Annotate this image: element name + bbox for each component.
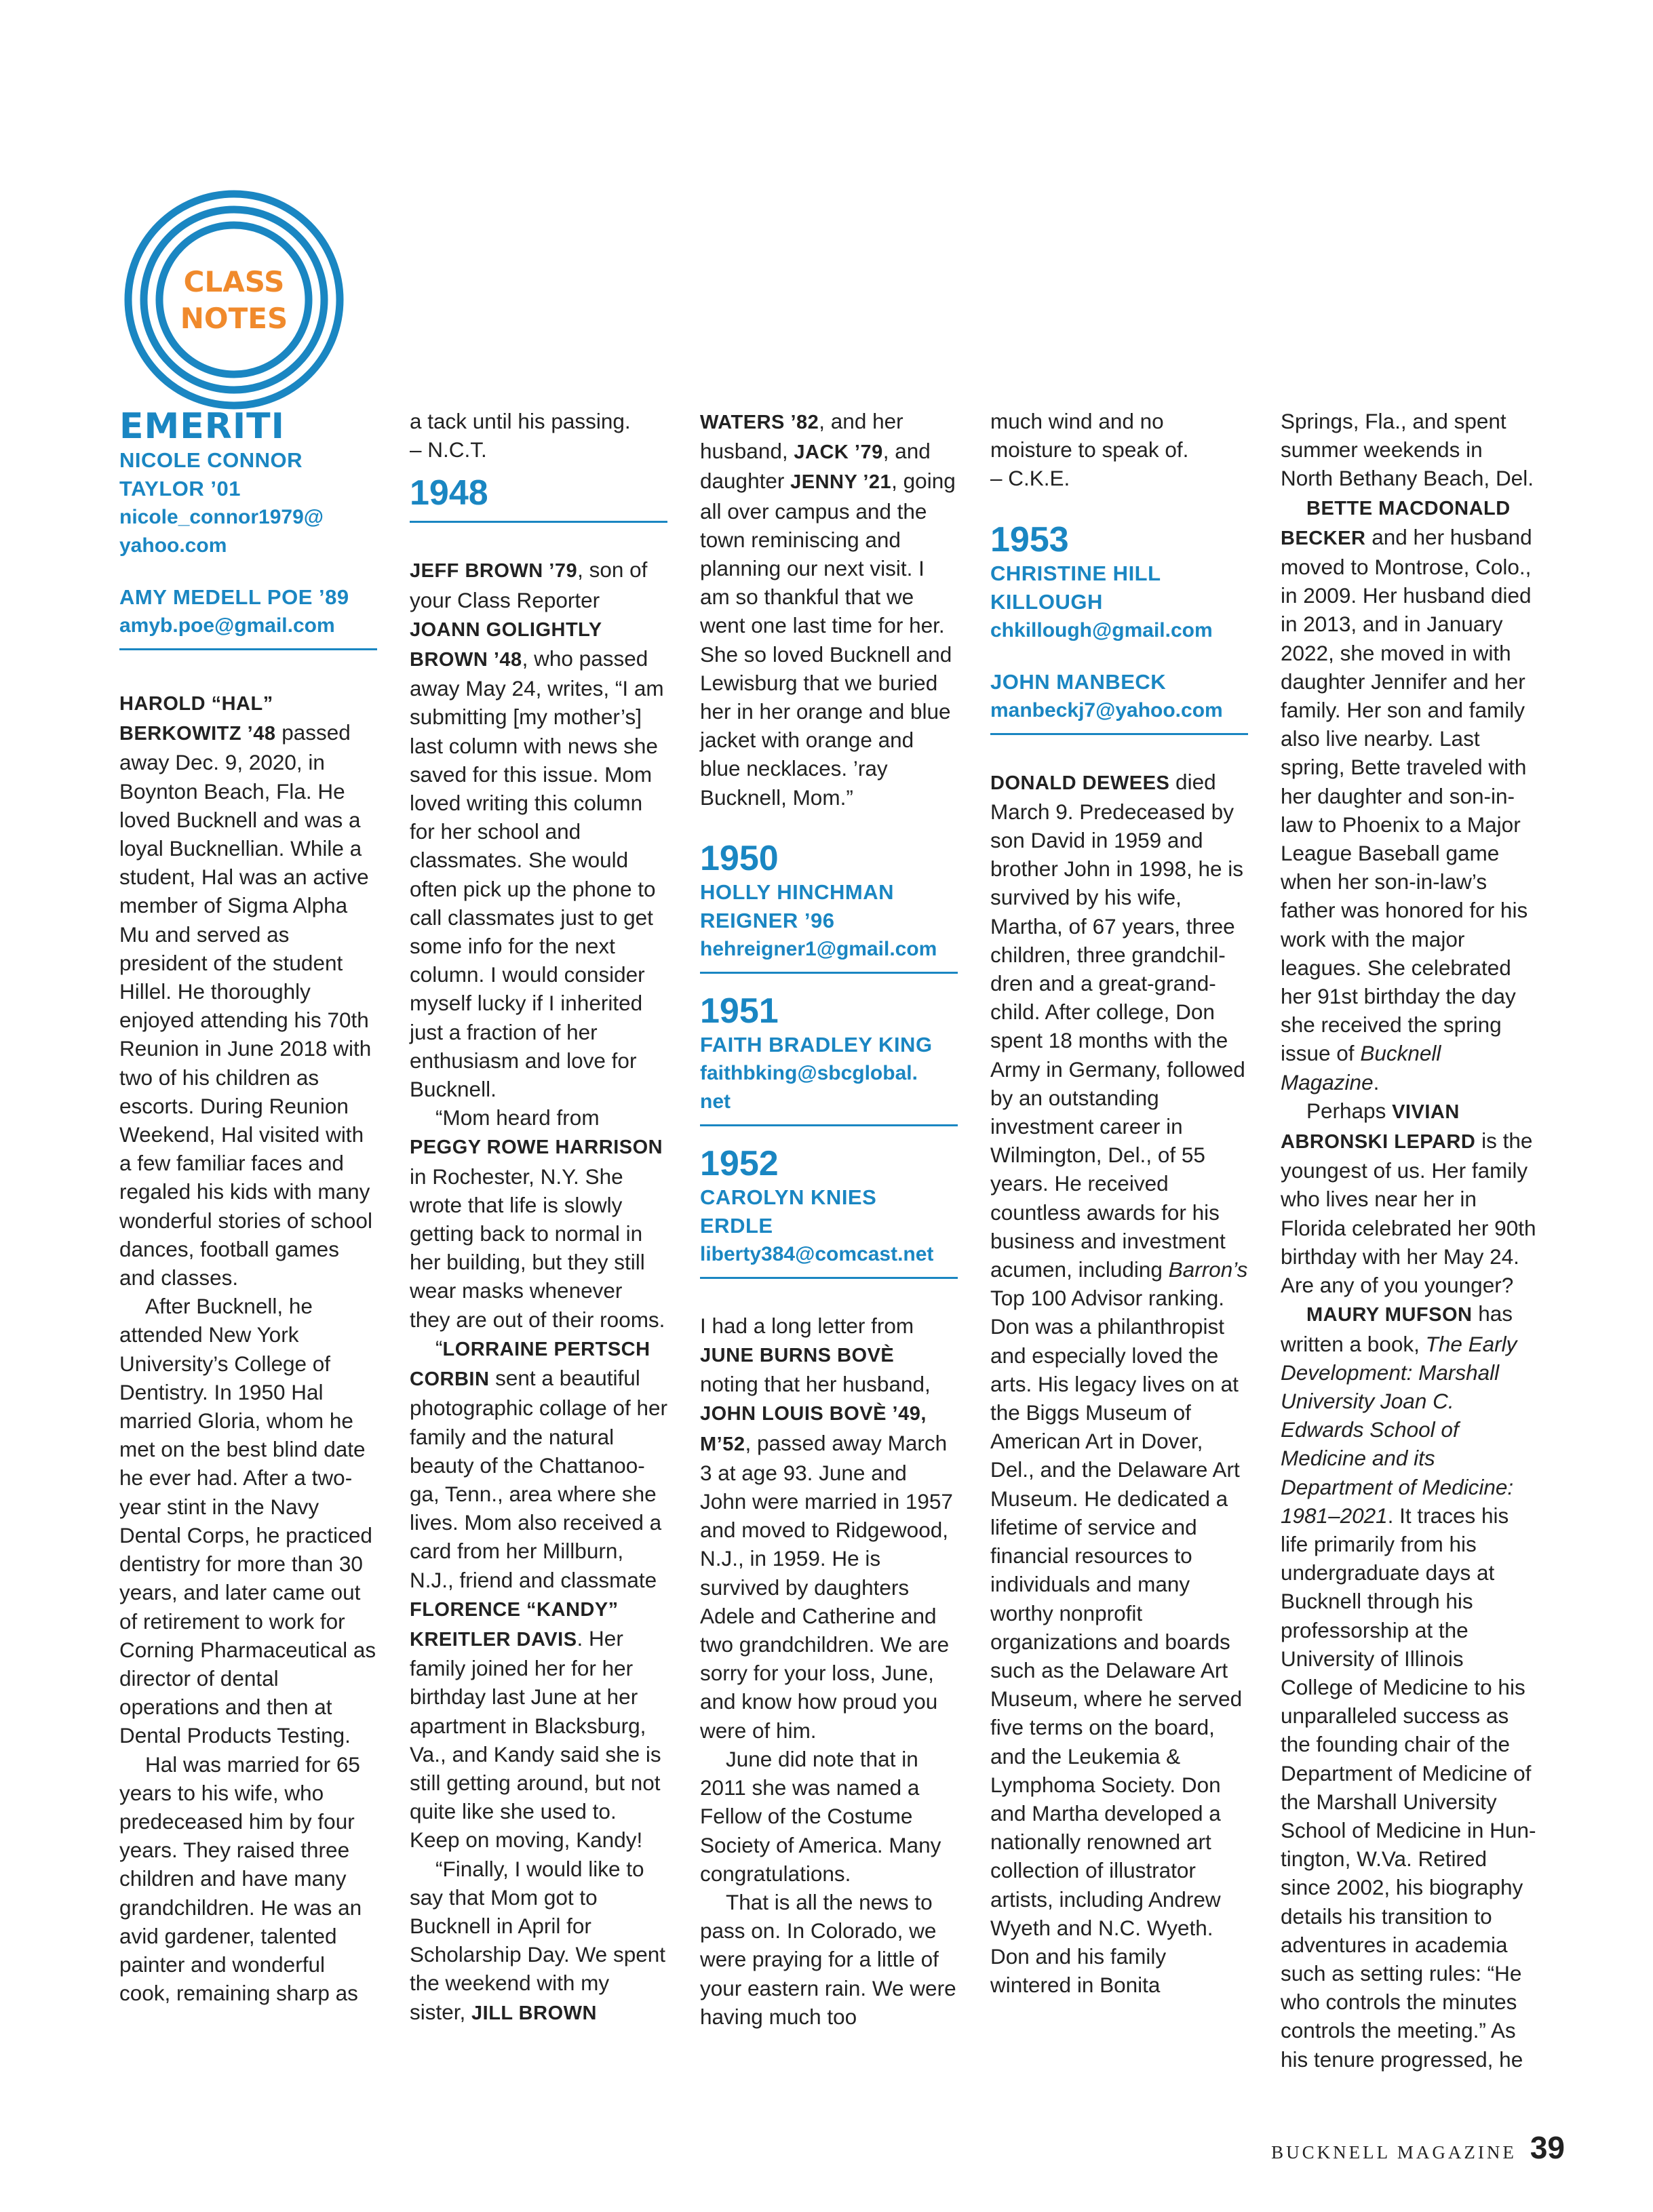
body-text: “LORRAINE PERTSCH CORBIN sent a beautiful photographic collage of her family and the natural beauty of the Chattanooga, Tenn., area where she lives. Mom also received a card from her Millburn, N.J., friend and classmate FLORENCE “KANDY” KREITLER DAVIS. Her family joined her for her birthday last June at her apartment in Blacksburg, Va., and Kandy said she is still getting around, but not quite like she used to. Keep on moving, Kandy!: [410, 1335, 668, 1853]
body-text: “Finally, I would like to say that Mom got to Bucknell in April for Scholarship Day. We spent the weekend with my sister, JILL BROWN: [410, 1856, 666, 2024]
body-text: DONALD DEWEES died March 9. Predeceased by son David in 1959 and brother John in 1998, he is survived by his wife, Martha, of 67 years, three children, three grandchildren and a great-grandchild. After college, Don spent 18 months with the Army in Germany, followed by an outstanding investment career in Wilmington, Del., of 55 years. He received countless awards for his business and investment acumen, including Barron’s Top 100 Advisor ranking. Don was a philanthropist and especially loved the arts. His legacy lives on at the Biggs Museum of American Art in Dover, Del., and the Delaware Art Museum. He dedicated a lifetime of service and financial resources to individuals and many worthy nonprofit organizations and boards such as the Delaware Art Museum, where he served five terms on the board, and the Leukemia & Lymphoma Society. Don and Martha developed a nationally renowned art collection of illustrator artists, including Andrew Wyeth and N.C. Wyeth. Don and his family wintered in Bonita: [990, 769, 1248, 1998]
emeriti-rep1-email[interactable]: nicole_connor1979@ yahoo.com: [119, 506, 324, 557]
emeriti-rep2-name: AMY MEDELL POE ’89: [119, 585, 349, 609]
email-1952[interactable]: liberty384@comcast.net: [700, 1242, 934, 1265]
body-text: a tack until his passing. – N.C.T.: [410, 409, 631, 462]
body-text: WATERS ’82, and her husband, JACK ’79, and daughter JENNY ’21, going all over campus and the town reminiscing and planning our next visit. I am so thankful that we went one last time for her. She so loved Bucknell and Lewisburg that we buried her in her orange and blue jacket with orange and blue necklaces. ’ray Bucknell, Mom.”: [700, 409, 956, 810]
column-3: [700, 407, 958, 2031]
email-1953-2[interactable]: manbeckj7@yahoo.com: [990, 698, 1223, 722]
logo-line2: NOTES: [180, 302, 288, 335]
emeriti-rep2-email[interactable]: amyb.poe@gmail.com: [119, 614, 335, 637]
column-2: [410, 407, 667, 2028]
body-text: Hal was married for 65 years to his wife, who predeceased him by four years. They raised three children and have many grandchildren. He was an avid gardener, talented painter and wonderful cook, remaining sharp as: [119, 1752, 362, 2006]
rep-1953-1: CHRISTINE HILL KILLOUGH: [990, 561, 1161, 614]
column-5: [1281, 407, 1538, 2074]
section-divider: [700, 972, 958, 974]
body-text: MAURY MUFSON has written a book, The Early Development: Marshall University Joan C. Edwards School of Medicine and its Department of Medicine: 1981–2021. It traces his life primarily from his undergraduate days at Bucknell through his professorship at the University of Illinois College of Medicine to his unparalleled success as the founding chair of the Department of Medicine of the Marshall University School of Medicine in Huntington, W.Va. Retired since 2002, his biography details his transition to adventures in academia such as setting rules: “He who controls the minutes controls the meeting.” As his tenure progressed, he: [1281, 1301, 1536, 2072]
magazine-name: BUCKNELL MAGAZINE: [1271, 2142, 1517, 2162]
rep-1953-2: JOHN MANBECK: [990, 669, 1167, 694]
page-number: 39: [1530, 2130, 1565, 2165]
email-1951[interactable]: faithbking@sbcglobal. net: [700, 1061, 918, 1113]
year-heading-1952: 1952: [700, 1143, 779, 1183]
class-notes-logo: [122, 188, 346, 412]
year-heading-1951: 1951: [700, 991, 779, 1031]
body-text: much wind and no moisture to speak of. – C.K.E.: [990, 409, 1189, 491]
column-4: [990, 407, 1248, 1999]
emeriti-heading: EMERITI: [119, 406, 285, 447]
email-1950[interactable]: hehreigner1@gmail.com: [700, 937, 937, 960]
logo-line1: CLASS: [183, 265, 285, 298]
body-text: Perhaps VIVIAN ABRONSKI LEPARD is the youngest of us. Her family who lives near her in Florida celebrated her 90th birthday with her May 24. Are any of you younger?: [1281, 1098, 1536, 1298]
body-text: After Bucknell, he attended New York University’s College of Dentistry. In 1950 Hal married Gloria, whom he met on the best blind date he ever had. After a two-year stint in the Navy Dental Corps, he practiced dentistry for more than 30 years, and later came out of retirement to work for Corning Pharmaceutical as director of dental operations and then at Dental Products Testing.: [119, 1294, 376, 1748]
body-text: “Mom heard from PEGGY ROWE HARRISON in Rochester, N.Y. She wrote that life is slowly getting back to normal in her building, but they still wear masks whenever they are out of their rooms.: [410, 1105, 665, 1332]
year-heading-1953: 1953: [990, 519, 1069, 559]
body-text: Springs, Fla., and spent summer weekends in North Bethany Beach, Del.: [1281, 409, 1534, 491]
year-heading-1950: 1950: [700, 838, 779, 878]
body-text: That is all the news to pass on. In Colorado, we were praying for a little of your eastern rain. We were having much too: [700, 1889, 956, 2029]
page-footer: [1271, 2129, 1565, 2166]
email-1953-1[interactable]: chkillough@gmail.com: [990, 618, 1213, 641]
year-heading-1948: 1948: [410, 473, 488, 513]
rep-1950: HOLLY HINCHMAN REIGNER ’96: [700, 880, 895, 932]
body-text: I had a long letter from JUNE BURNS BOVÈ noting that her husband, JOHN LOUIS BOVÈ ’49, M’52, passed away March 3 at age 93. June and John were married in 1957 and moved to Ridgewood, N.J., in 1959. He is survived by daughters Adele and Catherine and two grandchildren. We are sorry for your loss, June, and know how proud you were of him.: [700, 1313, 953, 1743]
column-1: [119, 407, 377, 2007]
section-divider: [700, 1124, 958, 1126]
emeriti-rep1-name: NICOLE CONNOR TAYLOR ’01: [119, 448, 303, 500]
rep-1952: CAROLYN KNIES ERDLE: [700, 1185, 877, 1238]
body-text: June did note that in 2011 she was named a Fellow of the Costume Society of America. Many congratulations.: [700, 1746, 941, 1886]
body-text: JEFF BROWN ’79, son of your Class Reporter JOANN GOLIGHTLY BROWN ’48, who passed away May 24, writes, “I am submitting [my mother’s] last column with news she saved for this issue. Mom loved writing this column for her school and classmates. She would often pick up the phone to call classmates just to get some info for the next column. I would consider myself lucky if I inherited just a fraction of her enthusiasm and love for Bucknell.: [410, 557, 664, 1102]
body-text: HAROLD “HAL” BERKOWITZ ’48 passed away Dec. 9, 2020, in Boynton Beach, Fla. He loved Bucknell and was a loyal Bucknellian. While a student, Hal was an active member of Sigma Alpha Mu and served as president of the student Hillel. He thoroughly enjoyed attending his 70th Reunion in June 2018 with two of his children as escorts. During Reunion Weekend, Hal visited with a few familiar faces and regaled his kids with many wonderful stories of school dances, football games and classes.: [119, 693, 372, 1290]
body-text: BETTE MACDONALD BECKER and her husband moved to Montrose, Colo., in 2009. Her husband died in 2013, and in January 2022, she moved in with daughter Jennifer and her family. Her son and family also live nearby. Last spring, Bette traveled with her daughter and son-in-law to Phoenix to a Major League Baseball game when her son-in-law’s father was honored for his work with the major leagues. She celebrated her 91st birthday the day she received the spring issue of Bucknell Magazine.: [1281, 497, 1532, 1094]
rep-1951: FAITH BRADLEY KING: [700, 1032, 933, 1056]
